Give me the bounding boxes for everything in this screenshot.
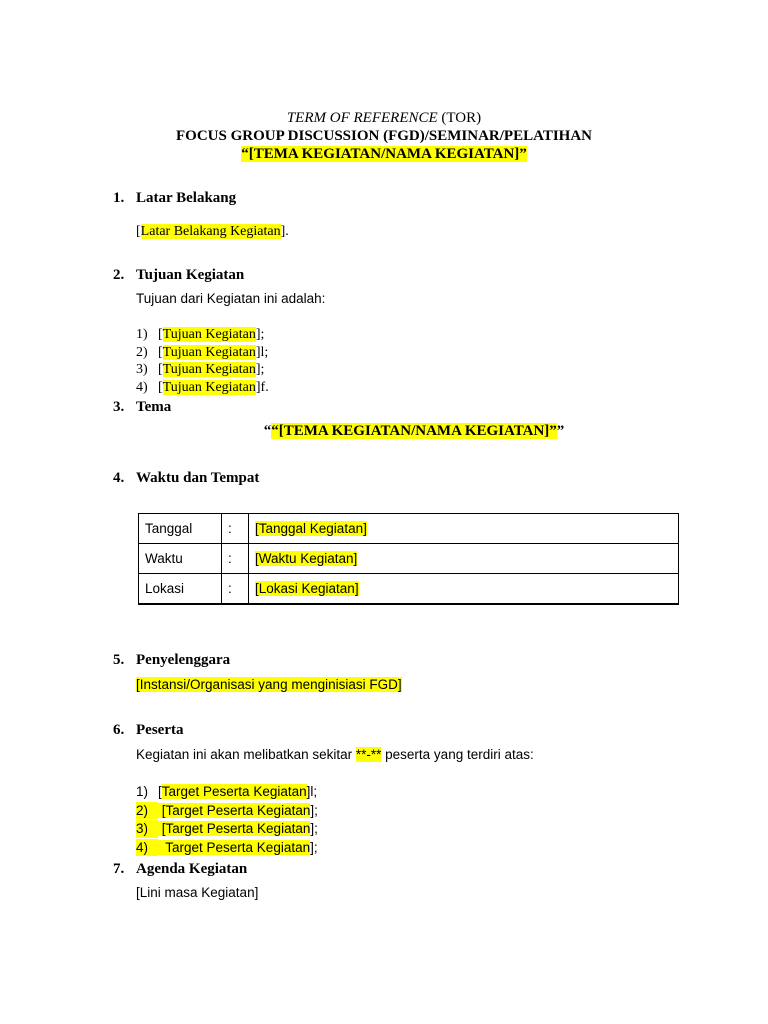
table-cell-value: [249, 574, 679, 605]
quote-open: “: [263, 423, 272, 439]
item-number: 2): [136, 802, 158, 820]
tanggal-value: [Tanggal Kegiatan]: [255, 521, 367, 536]
tema-highlight: “[TEMA KEGIATAN/NAMA KEGIATAN]”: [271, 423, 557, 439]
section-number: 6.: [113, 722, 125, 738]
bracket-close: ];: [310, 839, 318, 855]
peserta-list: [136, 783, 318, 857]
section-title: Tujuan Kegiatan: [136, 267, 245, 283]
section-number: 3.: [113, 399, 125, 415]
agenda-text: [Lini masa Kegiatan]: [136, 885, 259, 900]
table-cell-value: [249, 514, 679, 544]
item-text: Tujuan Kegiatan: [162, 362, 256, 378]
section-title: Agenda Kegiatan: [136, 861, 248, 877]
list-item: [136, 783, 318, 802]
list-item: [136, 820, 318, 839]
penyelenggara-value: [Instansi/Organisasi yang menginisiasi FGD]: [136, 677, 402, 692]
item-text: Tujuan Kegiatan: [162, 344, 256, 360]
bracket-close: ];: [310, 821, 318, 837]
table-cell-label: Tanggal: [139, 514, 222, 544]
table-row: [139, 514, 679, 544]
theme-highlight: “[TEMA KEGIATAN/NAMA KEGIATAN]”: [241, 146, 527, 162]
lokasi-value: [Lokasi Kegiatan]: [255, 581, 359, 596]
waktu-value: [Waktu Kegiatan]: [255, 551, 358, 566]
document-subtitle: FOCUS GROUP DISCUSSION (FGD)/SEMINAR/PELATIHAN: [175, 128, 592, 144]
section-number: 7.: [113, 861, 125, 877]
section-number: 5.: [113, 652, 125, 668]
list-item: [136, 361, 269, 379]
item-text: Target Peserta Kegiatan: [158, 839, 311, 855]
section-number: 4.: [113, 470, 125, 486]
bracket-close: ]f.: [255, 379, 269, 395]
item-text: Tujuan Kegiatan: [162, 379, 256, 395]
list-item: [136, 802, 318, 821]
tujuan-intro: Tujuan dari Kegiatan ini adalah:: [136, 291, 326, 306]
document-title: [0, 109, 768, 127]
bracket-open: [: [158, 362, 163, 378]
section-title: Waktu dan Tempat: [136, 470, 260, 486]
list-item: [136, 344, 269, 362]
item-number: 4): [136, 379, 148, 395]
item-text: Target Peserta Kegiatan: [161, 784, 307, 799]
waktu-tempat-table: [138, 513, 679, 605]
item-text: Tujuan Kegiatan: [162, 327, 256, 342]
item-number: 3): [136, 820, 158, 838]
table-cell-separator: :: [222, 514, 249, 544]
latar-placeholder: Latar Belakang Kegiatan: [140, 224, 281, 239]
item-number: 3): [136, 362, 148, 378]
bracket-open: [: [158, 379, 163, 395]
section-heading-waktu: [113, 469, 259, 487]
table-cell-label: Waktu: [139, 544, 222, 574]
section-title: Peserta: [136, 722, 184, 738]
bracket-open: [: [158, 344, 163, 360]
bracket-close: ];: [255, 327, 265, 342]
item-number: 4): [136, 839, 158, 857]
peserta-intro: [136, 746, 534, 764]
item-number: 2): [136, 344, 148, 360]
bracket-close: ];: [255, 362, 265, 378]
item-text: [Target Peserta Kegiatan: [158, 802, 311, 818]
section-title: Penyelenggara: [136, 652, 231, 668]
item-number: 1): [136, 327, 148, 342]
title-suffix: (TOR): [437, 110, 482, 126]
list-item: [136, 379, 269, 397]
table-cell-label: Lokasi: [139, 574, 222, 605]
section-heading-penyelenggara: [113, 651, 230, 669]
bracket-open: [: [158, 327, 163, 342]
section-title: Tema: [136, 399, 172, 415]
intro-text: Kegiatan ini akan melibatkan sekitar: [136, 747, 356, 762]
quote-close: ”: [556, 423, 565, 439]
title-italic: TERM OF REFERENCE: [286, 110, 438, 126]
tema-text: [30, 422, 768, 440]
list-item: [136, 326, 269, 344]
section-title: Latar Belakang: [136, 190, 237, 206]
section-number: 1.: [113, 190, 125, 206]
bracket-close: ]l;: [255, 344, 269, 360]
table-row: [139, 544, 679, 574]
section-heading-agenda: [113, 860, 247, 878]
latar-text: [136, 223, 289, 241]
table-cell-value: [249, 544, 679, 574]
section-heading-tema: [113, 398, 171, 416]
table-row: [139, 574, 679, 605]
item-text: [Target Peserta Kegiatan: [158, 821, 311, 837]
section-heading-peserta: [113, 721, 183, 739]
bracket-close: ]l;: [306, 784, 318, 799]
document-theme: [0, 145, 768, 163]
item-number: 1): [136, 784, 149, 799]
section-heading-tujuan: [113, 266, 244, 284]
bracket-open: [: [158, 784, 162, 799]
penyelenggara-text: [136, 676, 402, 694]
bracket-open: [: [136, 224, 141, 239]
peserta-count: **-**: [355, 747, 382, 762]
bracket-close: ].: [280, 224, 289, 239]
section-number: 2.: [113, 267, 125, 283]
bracket-close: ];: [310, 802, 318, 818]
table-cell-separator: :: [222, 574, 249, 605]
table-cell-separator: :: [222, 544, 249, 574]
list-item: [136, 839, 318, 858]
tujuan-list: [136, 326, 269, 396]
intro-text: peserta yang terdiri atas:: [381, 747, 534, 762]
section-heading-latar: [113, 189, 236, 207]
